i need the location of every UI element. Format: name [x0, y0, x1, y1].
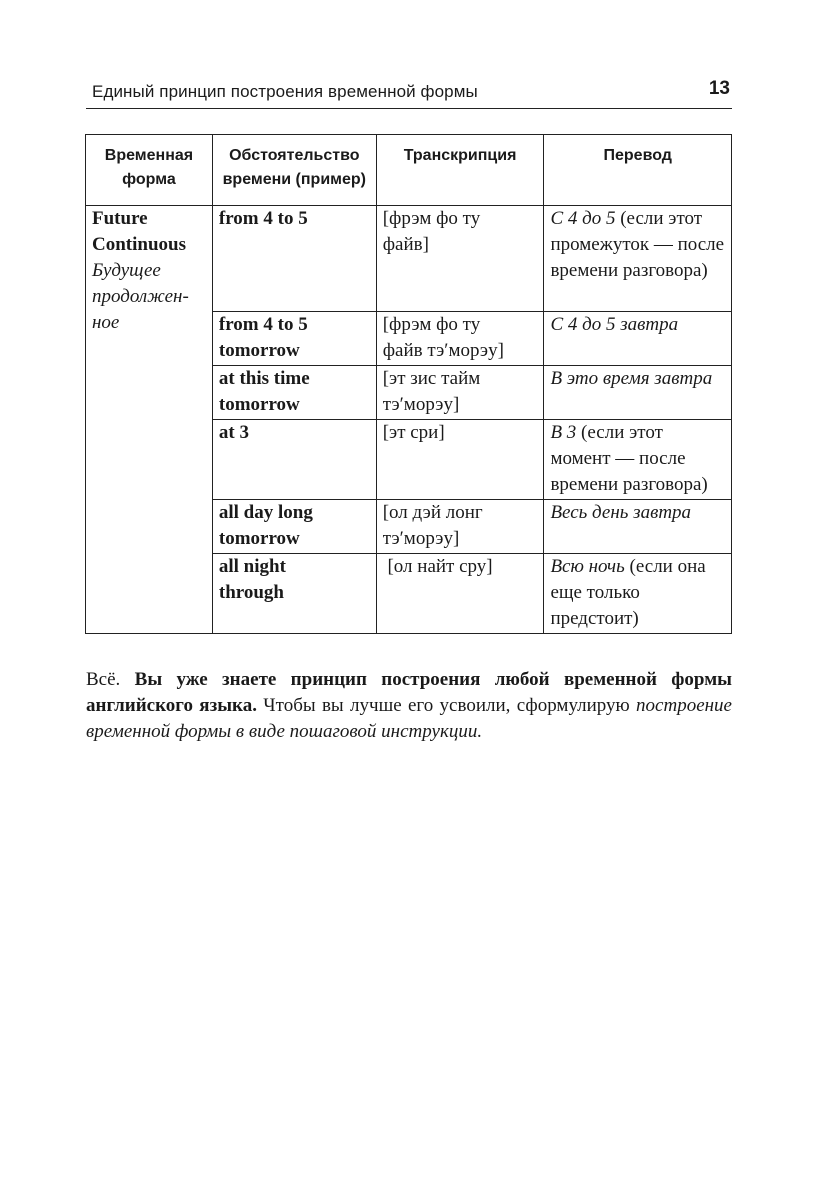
transcription-line: файв тэ′морэу] [382, 340, 504, 361]
tense-name-line: Continuous [92, 234, 186, 255]
tense-form-cell [86, 206, 213, 634]
tense-translation-line: ное [92, 312, 120, 333]
chapter-title: Единый принцип построения временной формы [92, 82, 478, 101]
transcription-cell [376, 206, 544, 312]
header-transcription: Транскрипция [376, 135, 544, 206]
example-cell [212, 312, 376, 366]
transcription-line: [фрэм фо ту [382, 314, 481, 335]
transcription-cell [376, 312, 544, 366]
translation-italic: Всю ночь [550, 556, 625, 577]
translation-italic: Весь день завтра [550, 502, 692, 523]
translation-cell [544, 554, 732, 634]
example-line: all day long [218, 502, 313, 523]
translation-italic: С 4 до 5 завтра [550, 314, 679, 335]
example-cell [212, 366, 376, 420]
translation-plain: (если этот промежуток — после времени разговора) [550, 208, 725, 281]
paragraph-bold-text: Вы уже знаете принцип построения любой временной формы английского языка. [86, 669, 732, 716]
paragraph-italic-text: построение временной формы в виде пошаговой инструкции. [86, 695, 732, 742]
body-paragraph [86, 667, 732, 745]
transcription-line: [эт зис тайм [382, 368, 481, 389]
transcription-line: [эт сри] [382, 422, 445, 443]
transcription-cell [376, 366, 544, 420]
transcription-line: тэ′морэу] [382, 394, 460, 415]
example-cell [212, 500, 376, 554]
example-line: tomorrow [218, 394, 300, 415]
running-head [86, 74, 732, 109]
tense-name-line: Future [92, 208, 148, 229]
transcription-line: [ол найт сру] [382, 556, 493, 577]
translation-cell [544, 206, 732, 312]
header-time-expression: Обстоятельство времени (пример) [212, 135, 376, 206]
tense-table [85, 134, 732, 634]
example-line: all night [218, 556, 286, 577]
translation-plain: (если этот момент — после времени разговора) [550, 422, 708, 495]
transcription-cell [376, 500, 544, 554]
page-number: 13 [708, 78, 730, 99]
example-line: at this time [218, 368, 310, 389]
transcription-line: [ол дэй лонг [382, 502, 483, 523]
transcription-cell [376, 554, 544, 634]
tense-translation-line: продолжен- [92, 286, 189, 307]
example-cell [212, 554, 376, 634]
translation-cell [544, 366, 732, 420]
paragraph-lead: Всё. [86, 669, 135, 690]
example-line: from 4 to 5 [218, 208, 308, 229]
header-tense-form: Временная форма [86, 135, 213, 206]
translation-cell [544, 500, 732, 554]
table-row [86, 206, 732, 312]
example-line: tomorrow [218, 340, 300, 361]
transcription-line: файв] [382, 234, 429, 255]
table-header-row [86, 135, 732, 206]
translation-italic: В это время завтра [550, 368, 713, 389]
translation-plain: (если она еще только предстоит) [550, 556, 706, 629]
example-line: at 3 [218, 422, 249, 443]
example-cell [212, 206, 376, 312]
example-line: tomorrow [218, 528, 300, 549]
tense-translation-line: Будущее [92, 260, 161, 281]
translation-cell [544, 420, 732, 500]
translation-cell [544, 312, 732, 366]
example-line: from 4 to 5 [218, 314, 308, 335]
paragraph-text: Чтобы вы лучше его усвоили, сформулирую [256, 695, 637, 716]
example-cell [212, 420, 376, 500]
transcription-cell [376, 420, 544, 500]
header-translation: Перевод [544, 135, 732, 206]
translation-italic: В 3 [550, 422, 577, 443]
transcription-line: [фрэм фо ту [382, 208, 481, 229]
translation-italic: С 4 до 5 [550, 208, 616, 229]
example-line: through [218, 582, 284, 603]
transcription-line: тэ′морэу] [382, 528, 460, 549]
